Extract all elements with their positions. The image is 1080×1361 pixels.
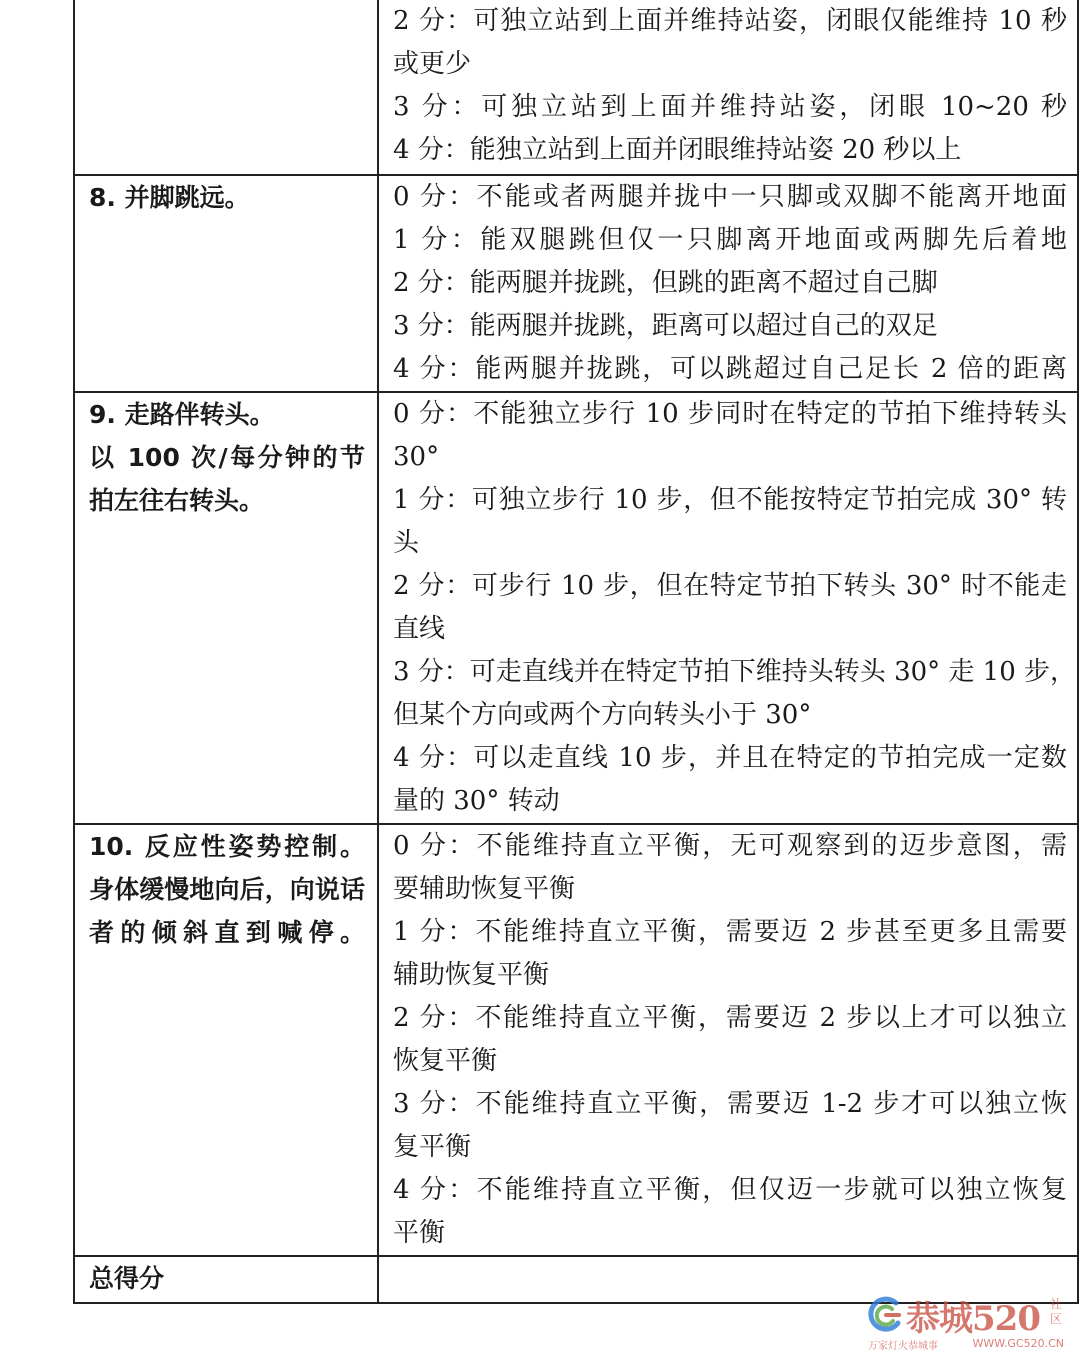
item-title: 9. 走路伴转头。 <box>89 400 275 429</box>
score-line: 但某个方向或两个方向转头小于 30° <box>393 700 812 730</box>
table-row <box>74 392 1078 824</box>
score-line: 复平衡 <box>393 1132 472 1162</box>
score-line: 0 分：不能或者两腿并拢中一只脚或双脚不能离开地面 <box>393 182 1067 212</box>
score-line: 4 分：能两腿并拢跳，可以跳超过自己足长 2 倍的距离 <box>393 354 1067 384</box>
scoring-table <box>73 0 1079 1304</box>
score-line: 2 分：不能维持直立平衡，需要迈 2 步以上才可以独立 <box>393 1003 1067 1033</box>
score-description-cell <box>378 392 1078 824</box>
table-row <box>74 824 1078 1256</box>
score-line: 3 分：可走直线并在特定节拍下维持头转头 30° 走 10 步， <box>393 657 1077 687</box>
site-logo-icon <box>866 1295 906 1335</box>
total-score-label: 总得分 <box>89 1264 165 1293</box>
score-line: 3 分：不能维持直立平衡，需要迈 1-2 步才可以独立恢 <box>393 1089 1067 1119</box>
item-cell <box>74 175 378 392</box>
score-description-cell <box>378 0 1078 175</box>
table-row <box>74 0 1078 175</box>
score-line: 0 分：不能维持直立平衡，无可观察到的迈步意图，需 <box>393 831 1067 861</box>
score-line: 2 分：可独立站到上面并维持站姿，闭眼仅能维持 10 秒 <box>393 6 1067 36</box>
score-line: 2 分：可步行 10 步，但在特定节拍下转头 30° 时不能走 <box>393 571 1067 601</box>
score-line: 0 分：不能独立步行 10 步同时在特定的节拍下维持转头 <box>393 399 1067 429</box>
score-line: 头 <box>393 528 420 558</box>
score-line: 要辅助恢复平衡 <box>393 874 576 904</box>
score-line: 1 分：不能维持直立平衡，需要迈 2 步甚至更多且需要 <box>393 917 1067 947</box>
score-line: 1 分：可独立步行 10 步，但不能按特定节拍完成 30° 转 <box>393 485 1067 515</box>
score-line: 4 分：能独立站到上面并闭眼维持站姿 20 秒以上 <box>393 135 962 165</box>
score-line: 或更少 <box>393 49 472 79</box>
score-line: 4 分：不能维持直立平衡，但仅迈一步就可以独立恢复 <box>393 1175 1067 1205</box>
item-cell-empty <box>74 0 378 175</box>
score-line: 平衡 <box>393 1218 446 1248</box>
watermark-side-text: 社区 <box>1050 1297 1063 1326</box>
item-title: 10. 反应性姿势控制。身体缓慢地向后，向说话者的倾斜直到喊停。 <box>89 832 365 947</box>
score-line: 直线 <box>393 614 446 644</box>
item-description: 以 100 次/每分钟的节拍左往右转头。 <box>89 443 365 515</box>
site-watermark <box>866 1293 1066 1353</box>
score-line: 4 分：可以走直线 10 步，并且在特定的节拍完成一定数 <box>393 743 1067 773</box>
score-line: 2 分：能两腿并拢跳，但跳的距离不超过自己脚 <box>393 268 938 298</box>
score-line: 量的 30° 转动 <box>393 786 560 816</box>
item-title: 8. 并脚跳远。 <box>89 183 250 212</box>
score-line: 3 分：能两腿并拢跳，距离可以超过自己的双足 <box>393 311 938 341</box>
score-line: 30° <box>393 442 440 472</box>
item-cell <box>74 1256 378 1303</box>
table-row <box>74 175 1078 392</box>
item-cell <box>74 824 378 1256</box>
item-cell <box>74 392 378 824</box>
score-description-cell <box>378 824 1078 1256</box>
watermark-slogan: 万家灯火恭城事 <box>868 1341 938 1352</box>
score-line: 3 分：可独立站到上面并维持站姿，闭眼 10~20 秒 <box>393 92 1067 122</box>
score-line: 辅助恢复平衡 <box>393 960 550 990</box>
watermark-brand: 恭城520 <box>906 1299 1040 1339</box>
watermark-site-url: WWW.GC520.CN <box>972 1337 1064 1350</box>
score-line: 恢复平衡 <box>393 1046 498 1076</box>
score-description-cell <box>378 175 1078 392</box>
score-line: 1 分：能双腿跳但仅一只脚离开地面或两脚先后着地 <box>393 225 1067 255</box>
